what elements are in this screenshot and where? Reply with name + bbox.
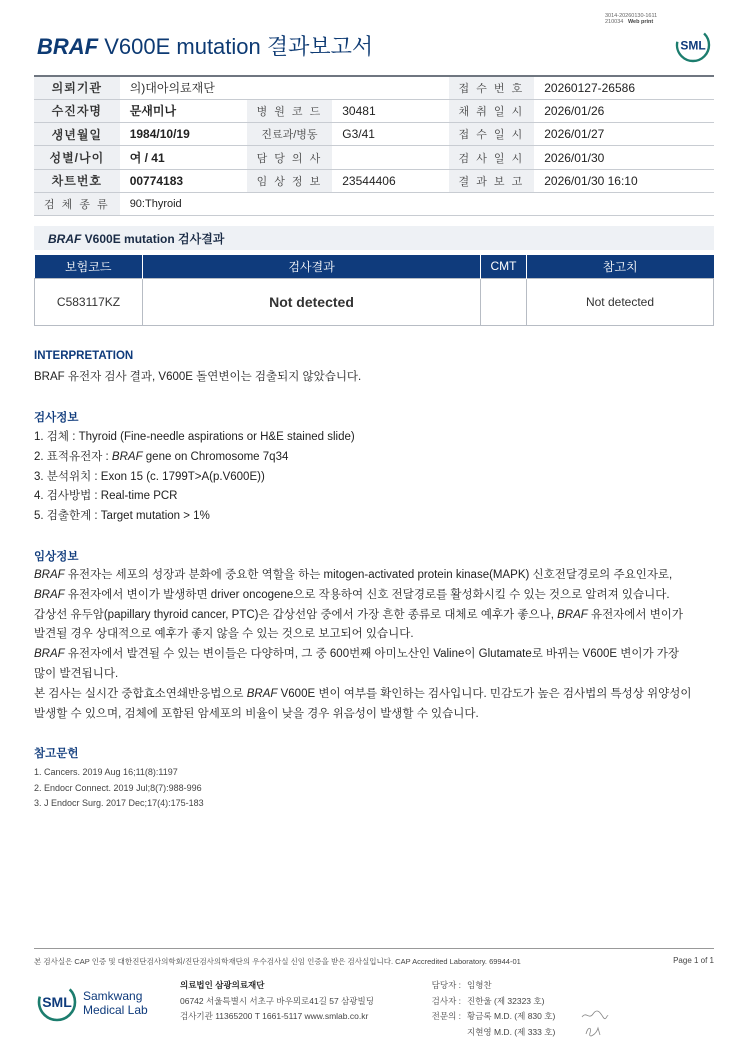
test-info-item: 1. 검체 : Thyroid (Fine-needle aspirations or H&E stained slide) <box>34 431 355 443</box>
organization-name: 의료법인 삼광의료재단 <box>180 980 265 990</box>
insurance-code-header: 보험코드 <box>35 255 143 278</box>
result-header-row <box>35 255 714 278</box>
test-date-label: 검 사 일 시 <box>449 146 535 169</box>
staff-names <box>467 978 555 1040</box>
info-row <box>34 169 714 192</box>
info-row <box>34 192 714 215</box>
reception-date-value: 2026/01/27 <box>534 123 714 146</box>
svg-text:Medical Lab: Medical Lab <box>83 1003 148 1017</box>
report-title: BRAF V600E mutation 결과보고서 <box>37 34 374 59</box>
hospital-code-value: 30481 <box>332 99 448 122</box>
organization-address: 06742 서울특별시 서초구 바우뫼로41길 57 삼광빌딩 <box>180 995 374 1006</box>
staff-tester: 진한울 (제 32323 호) <box>467 995 545 1006</box>
test-info-item: 2. 표적유전자 : BRAF gene on Chromosome 7q34 <box>34 450 289 463</box>
report-date-value: 2026/01/30 16:10 <box>534 169 714 192</box>
svg-text:SML: SML <box>42 994 72 1010</box>
requesting-institution-label: 의뢰기관 <box>34 76 120 99</box>
staff-specialist-1: 황금록 M.D. (제 830 호) <box>467 1011 556 1021</box>
specimen-type-label: 검 체 종 류 <box>34 192 120 215</box>
test-result-cell: Not detected <box>143 278 481 325</box>
page-number: Page 1 of 1 <box>673 956 714 965</box>
reference-item: 1. Cancers. 2019 Aug 16;11(8):1197 <box>34 767 178 777</box>
staff-specialist-2: 지현영 M.D. (제 333 호) <box>467 1026 556 1037</box>
birth-date-label: 생년월일 <box>34 123 120 146</box>
sex-age-value: 여 / 41 <box>120 146 247 169</box>
test-info-item: 3. 분석위치 : Exon 15 (c. 1799T>A(p.V600E)) <box>34 470 265 483</box>
interpretation-heading: INTERPRETATION <box>34 350 134 362</box>
sml-logo-icon <box>675 27 711 63</box>
staff-in-charge: 임형찬 <box>467 980 492 990</box>
insurance-code-cell: C583117KZ <box>35 278 143 325</box>
interpretation-text: BRAF 유전자 검사 결과, V600E 돌연변이는 검출되지 않았습니다. <box>34 371 362 383</box>
references-heading: 참고문헌 <box>34 748 79 760</box>
chart-number-value: 00774183 <box>120 169 247 192</box>
reference-item: 3. J Endocr Surg. 2017 Dec;17(4):175-183 <box>34 798 204 808</box>
patient-info-table <box>34 75 714 216</box>
specimen-type-value: 90:Thyroid <box>120 192 714 215</box>
svg-text:SML: SML <box>680 38 706 53</box>
test-info-heading: 검사정보 <box>34 412 79 424</box>
clinical-info-text: BRAF 유전자는 세포의 성장과 분화에 중요한 역할을 하는 mitogen-activated protein kinase(MAPK) 신호전달경로의 주요인자로, BRAF 유전자에서 변이가 발생하면 driver oncogene으로 작용하여 신호 전달경로를 활성화시킬 수 있는 것으로 알려져 있습니다. 갑상선 유두암(papillary thyroid cancer, PTC)은 갑상선암 중에서 가장 흔한 종류로 대체로 예후가 좋으나, BRAF 유전자에서 변이가 발견될 경우 상대적으로 예후가 좋지 않을 수 있는 것으로 보고되어 있습니다. BRAF 유전자에서 발견될 수 있는 변이들은 다양하며, 그 중 600번째 아미노산인 Valine이 Glutamate로 바뀌는 V600E 변이가 가장 많이 발견됩니다. 본 검사는 실시간 중합효소연쇄반응법으로 BRAF V600E 변이 여부를 확인하는 검사입니다. 민감도가 높은 검사법의 특성상 위양성이 발생할 수 있으며, 검체에 포함된 암세포의 비율이 낮을 경우 위음성이 발생할 수 있습니다. <box>34 569 692 720</box>
test-result-header: 검사결과 <box>143 255 481 278</box>
svg-text:Samkwang: Samkwang <box>83 989 143 1003</box>
print-identifier: 3014-20260130-1611 210034 Web print <box>605 13 658 25</box>
organization-info <box>180 978 374 1025</box>
requesting-institution-value: 의)대아의료재단 <box>120 76 449 99</box>
clinical-info-value: 23544406 <box>332 169 448 192</box>
department-label: 진료과/병동 <box>247 123 333 146</box>
result-section-title: BRAF V600E mutation 검사결과 <box>34 226 714 250</box>
collection-date-label: 채 취 일 시 <box>449 99 535 122</box>
signature-mark <box>580 1024 610 1038</box>
cmt-header: CMT <box>481 255 527 278</box>
samkwang-logo-icon <box>36 980 156 1024</box>
clinical-info-heading: 임상정보 <box>34 551 79 563</box>
info-row <box>34 99 714 122</box>
staff-labels: 담당자 : 검사자 : 전문의 : <box>431 980 461 1021</box>
cmt-cell <box>481 278 527 325</box>
clinical-info-label: 임 상 정 보 <box>247 169 333 192</box>
references-list <box>34 765 204 812</box>
report-date-label: 결 과 보 고 <box>449 169 535 192</box>
sex-age-label: 성별/나이 <box>34 146 120 169</box>
patient-name-value: 문새미나 <box>120 99 247 122</box>
reception-number-value: 20260127-26586 <box>534 76 714 99</box>
patient-name-label: 수진자명 <box>34 99 120 122</box>
physician-label: 담 당 의 사 <box>247 146 333 169</box>
reception-date-label: 접 수 일 시 <box>449 123 535 146</box>
organization-contact: 검사기관 11365200 T 1661-5117 www.smlab.co.kr <box>180 1011 369 1021</box>
physician-value <box>332 146 448 169</box>
info-row <box>34 123 714 146</box>
result-table <box>34 255 714 326</box>
test-info-list <box>34 428 355 527</box>
test-info-item: 4. 검사방법 : Real-time PCR <box>34 490 178 503</box>
birth-date-value: 1984/10/19 <box>120 123 247 146</box>
reference-cell: Not detected <box>527 278 714 325</box>
reception-number-label: 접 수 번 호 <box>449 76 535 99</box>
hospital-code-label: 병 원 코 드 <box>247 99 333 122</box>
reference-item: 2. Endocr Connect. 2019 Jul;8(7):988-996 <box>34 782 202 793</box>
collection-date-value: 2026/01/26 <box>534 99 714 122</box>
footer-divider <box>34 948 714 949</box>
info-row <box>34 76 714 99</box>
test-info-item: 5. 검출한계 : Target mutation > 1% <box>34 510 210 523</box>
signature-mark <box>580 1008 610 1022</box>
info-row <box>34 146 714 169</box>
reference-header: 참고치 <box>527 255 714 278</box>
accreditation-note: 본 검사실은 CAP 인증 및 대한진단검사의학회/진단검사의학재단의 우수검사실 신임 인증을 받은 검사실입니다. CAP Accredited Laboratory. 69944-01 <box>34 957 521 966</box>
test-date-value: 2026/01/30 <box>534 146 714 169</box>
result-row <box>35 278 714 325</box>
department-value: G3/41 <box>332 123 448 146</box>
chart-number-label: 차트번호 <box>34 169 120 192</box>
